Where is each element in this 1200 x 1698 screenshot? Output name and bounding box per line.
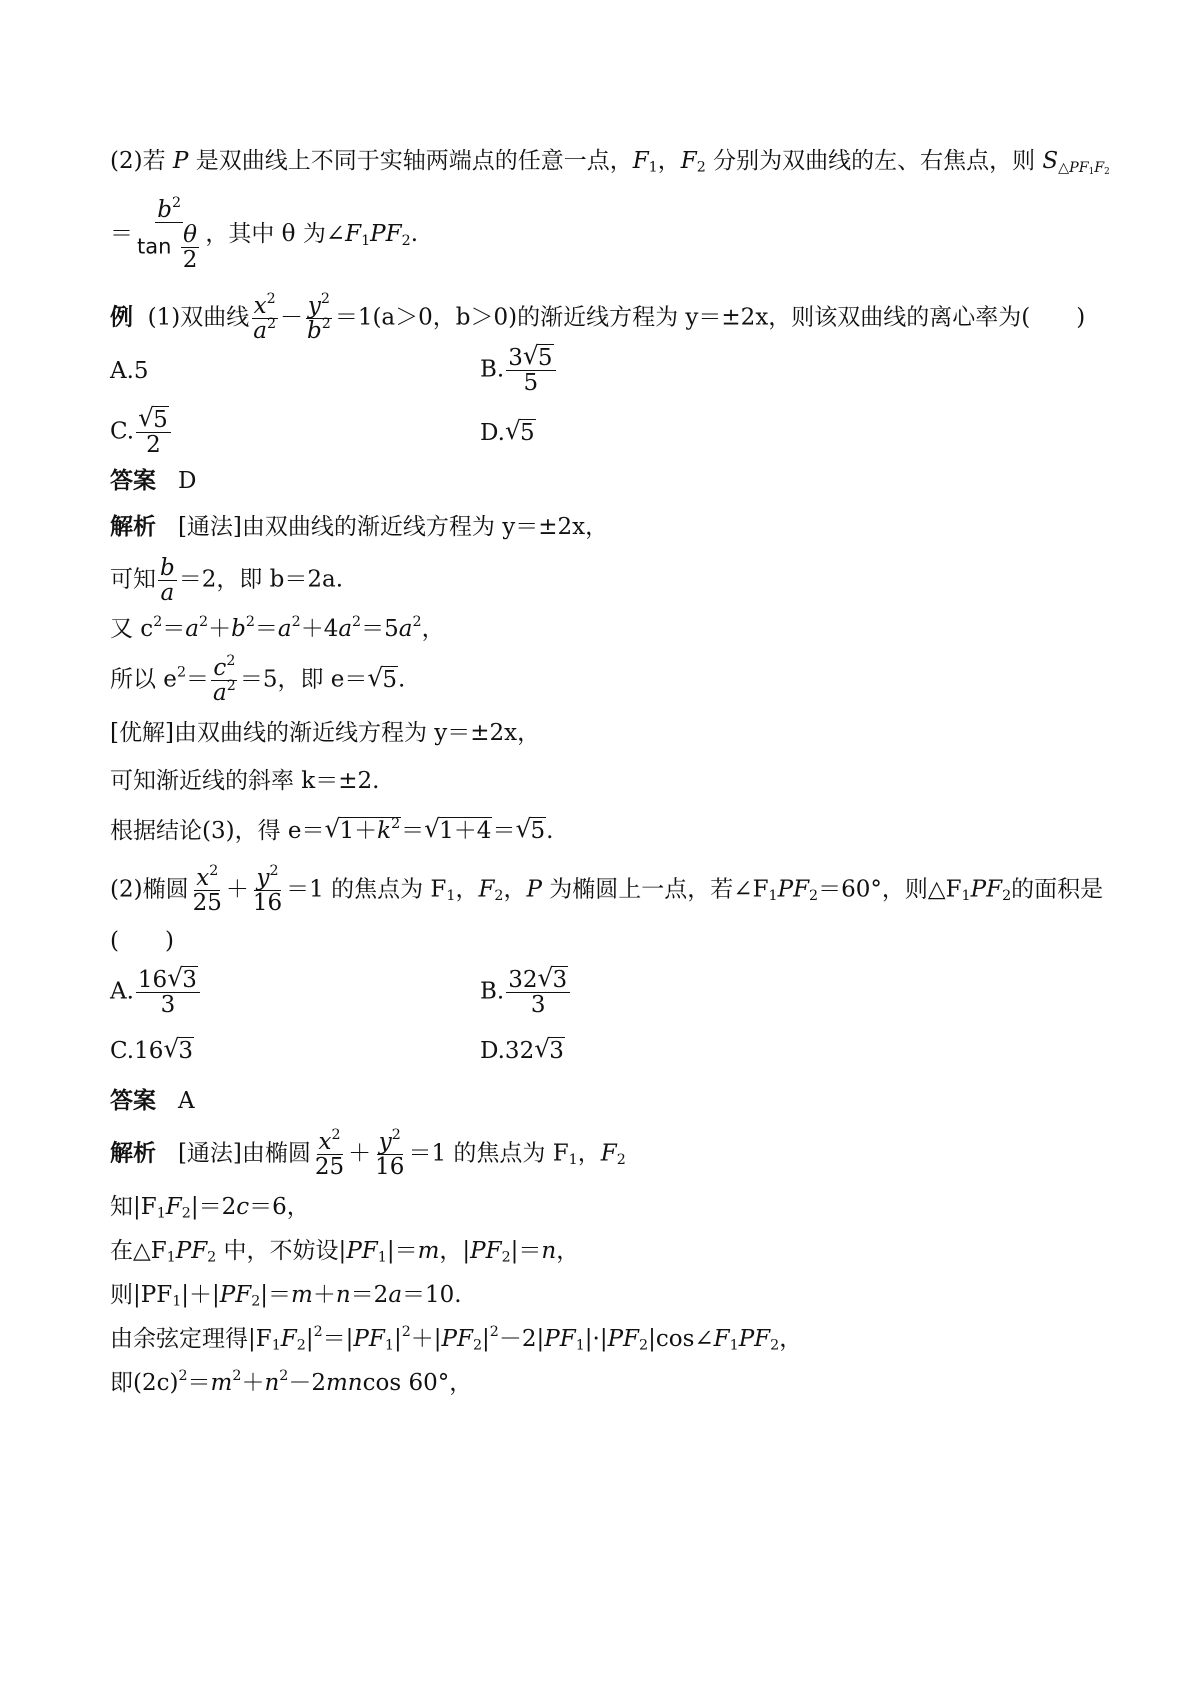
area-fraction: $b^2$ tan $\frac{\theta}{2}$ bbox=[137, 195, 198, 274]
solution-1-line-7: 根据结论(3)，得 e＝ √ $1+k^2=$ √ 1＋4＝ √ 5. bbox=[110, 814, 554, 844]
theorem-line-1: (2)若 P 是双曲线上不同于实轴两端点的任意一点，$F_1$，$F_2$ 分别为双曲线的左、右焦点，则 $S_{\triangle PF_1F_2}$ bbox=[110, 148, 1110, 177]
option-2-C: C.16 √ 3 bbox=[110, 1034, 193, 1064]
solution-2-line-3: 在$\triangle F_1PF_2$ 中，不妨设$|PF_1|=m$，$|PF_2|=n$， bbox=[110, 1238, 580, 1266]
answer-1: 答案 D bbox=[110, 468, 197, 494]
example-1-question: 例 (1)双曲线 $\frac{x^2}{a^2}$ － $\frac{y^2}{b^2}$ ＝1(a＞0，b＞0)的渐近线方程为 y＝±2x，则该双曲线的离心率为( ) bbox=[110, 291, 1086, 345]
example-2-question: (2)椭圆 $\frac{x^2}{25}$ ＋ $\frac{y^2}{16}$ ＝1 的焦点为 $F_1$，$F_2$，P 为椭圆上一点，若$\angle F_1PF_2=60^\circ$，则$\triangle F_1PF_2$的面积是 bbox=[110, 863, 1104, 917]
option-2-A: A. 16 √ 3 3 bbox=[110, 968, 202, 1017]
option-1-A: A.5 bbox=[110, 358, 149, 384]
solution-2-line-4: 则$|PF_1|+|PF_2|=m+n=2a=10$. bbox=[110, 1282, 462, 1310]
option-1-C: C. √ 5 2 bbox=[110, 408, 173, 457]
solution-2-line-1: 解析 [通法]由椭圆 $\frac{x^2}{25}$ ＋ $\frac{y^2}{16}$ ＝1 的焦点为 $F_1$，$F_2$ bbox=[110, 1127, 626, 1181]
solution-1-line-1: 解析 [通法]由双曲线的渐近线方程为 y＝±2x， bbox=[110, 514, 609, 540]
solution-1-line-6: 可知渐近线的斜率 k＝±2. bbox=[110, 768, 380, 794]
answer-2: 答案 A bbox=[110, 1088, 195, 1114]
solution-2-line-5: 由余弦定理得$|F_1F_2|^2=|PF_1|^2+|PF_2|^2-2|PF_1|\cdot|PF_2|\cos\angle F_1PF_2$， bbox=[110, 1324, 803, 1354]
solution-2-line-2: 知$|F_1F_2|=2c=6$， bbox=[110, 1194, 310, 1222]
option-2-B: B. 32 √ 3 3 bbox=[480, 968, 572, 1017]
example-2-paren: ( ) bbox=[110, 928, 174, 954]
theorem-line-2: ＝ $b^2$ tan $\frac{\theta}{2}$ ，其中 θ 为$\angle F_1PF_2$. bbox=[110, 195, 418, 274]
solution-1-line-4: 所以 $e^2=$ $\frac{c^2}{a^2}$ ＝5，即 e＝ √ 5. bbox=[110, 653, 406, 707]
option-2-D: D.32 √ 3 bbox=[480, 1034, 564, 1064]
solution-1-line-3: 又 $c^2=a^2+b^2=a^2+4a^2=5a^2$， bbox=[110, 614, 445, 642]
option-1-D: D. √ 5 bbox=[480, 416, 535, 446]
solution-1-line-2: 可知 $\frac{b}{a}$ ＝2，即 b＝2a. bbox=[110, 555, 344, 607]
solution-2-line-6: 即$(2c)^2=m^2+n^2-2mncos$ 60°， bbox=[110, 1368, 473, 1396]
solution-1-line-5: [优解]由双曲线的渐近线方程为 y＝±2x， bbox=[110, 720, 541, 746]
option-1-B: B. 3 √ 5 5 bbox=[480, 346, 558, 395]
